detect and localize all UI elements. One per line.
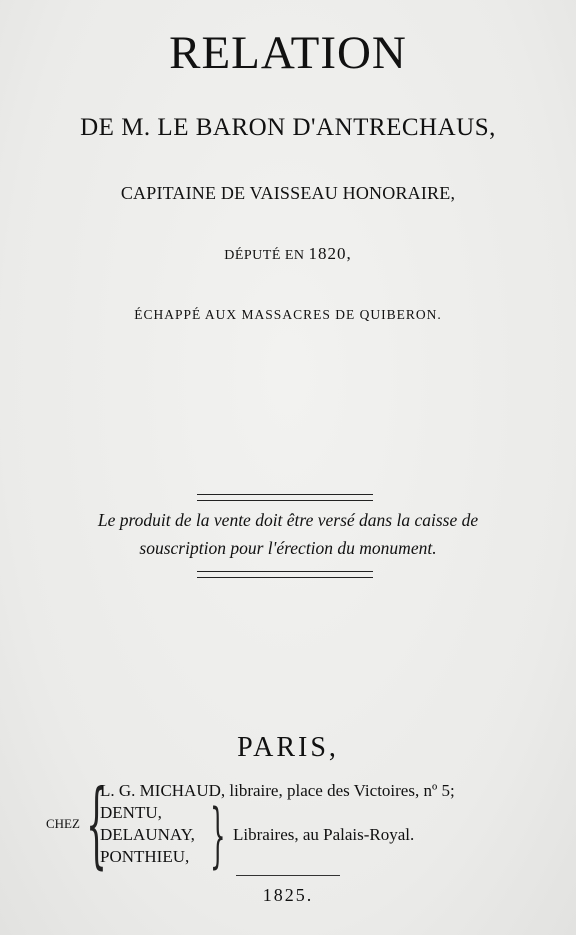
publisher-dentu: DENTU, bbox=[100, 803, 162, 822]
publisher-ponthieu: PONTHIEU, bbox=[100, 847, 190, 866]
deputy-line bbox=[0, 244, 576, 264]
short-rule bbox=[236, 875, 340, 876]
imprint-city: PARIS, bbox=[237, 732, 339, 763]
left-brace: { bbox=[86, 770, 107, 879]
double-rule-top bbox=[197, 494, 373, 501]
note-line-1: Le produit de la vente doit être versé dans la caisse de bbox=[97, 510, 479, 530]
double-rule-bottom bbox=[197, 571, 373, 578]
imprint-chez: CHEZ bbox=[46, 816, 80, 831]
deputy-year: 1820, bbox=[308, 244, 352, 263]
publishers-note: Libraires, au Palais-Royal. bbox=[233, 825, 415, 844]
publisher-delaunay: DELAUNAY, bbox=[100, 825, 195, 844]
note-line-2: souscription pour l'érection du monument. bbox=[139, 538, 437, 558]
rank-line: CAPITAINE DE VAISSEAU HONORAIRE, bbox=[120, 183, 456, 203]
publisher-michaud: L. G. MICHAUD, libraire, place des Victoires, nº 5; bbox=[100, 781, 455, 800]
imprint-year: 1825. bbox=[262, 885, 314, 905]
author-line: DE M. LE BARON D'ANTRECHAUS, bbox=[80, 114, 496, 141]
right-brace: } bbox=[210, 794, 226, 876]
book-title: RELATION bbox=[169, 27, 407, 79]
escape-line: ÉCHAPPÉ AUX MASSACRES DE QUIBERON. bbox=[134, 307, 442, 322]
deputy-label: DÉPUTÉ EN bbox=[224, 248, 305, 263]
